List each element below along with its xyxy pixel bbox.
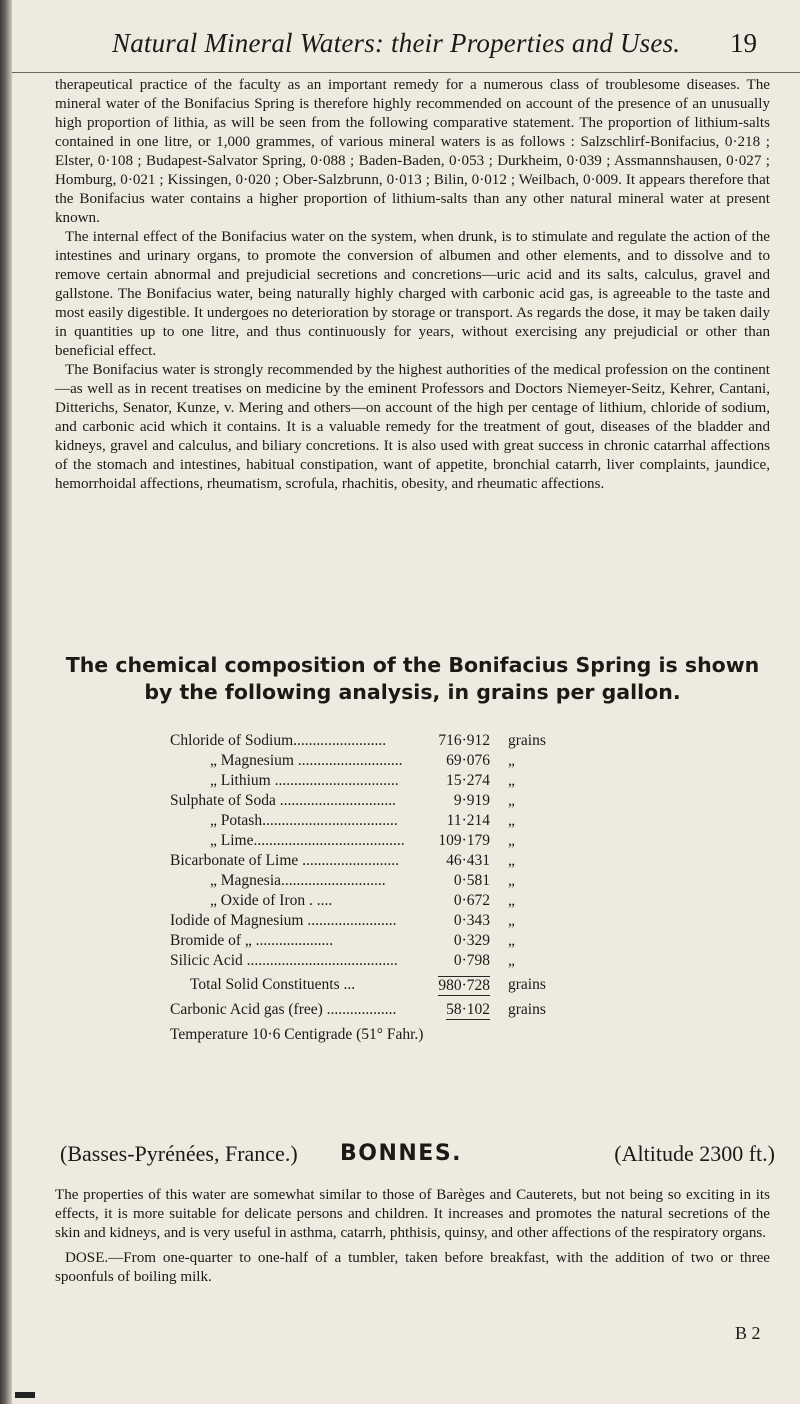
total-row <box>170 976 570 996</box>
analysis-row <box>170 772 570 792</box>
analysis-row <box>170 892 570 912</box>
total-label: Total Solid Constituents ... <box>190 976 356 993</box>
ingredient-name: Bicarbonate of Lime ......................... <box>170 852 400 869</box>
ingredient-value: 109·179 <box>438 832 490 849</box>
analysis-row <box>170 792 570 812</box>
ingredient-value: 716·912 <box>438 732 490 749</box>
carbonic-unit: grains <box>508 1001 546 1018</box>
bonnes-dose: DOSE.—From one-quarter to one-half of a tumbler, taken before breakfast, with the addition of two or three spoonfuls of boiling milk. <box>55 1250 770 1285</box>
intro-paragraph: The Bonifacius water is strongly recommended by the highest authorities of the medical profession on the continent—as well as in recent treatises on medicine by the eminent Professors and Doctors Niemeyer-Seitz, Kehrer, Cantani, Ditterichs, Senator, Kunze, v. Mering and others—on account of the high per centage of lithium, chloride of sodium, and carbonic acid which it contains. It is a valuable remedy for the treatment of gout, diseases of the bladder and kidneys, gravel and calculus, and biliary concretions. It is also used with great success in chronic catarrhal affections of the stomach and intestines, habitual constipation, want of appetite, bronchial catarrh, liver complaints, jaundice, hemorrhoidal affections, rheumatism, scrofula, rhachitis, obesity, and rheumatic affections. <box>55 362 770 492</box>
ingredient-unit: „ <box>508 932 515 949</box>
ingredient-value: 15·274 <box>446 772 490 789</box>
bonnes-text <box>55 1186 770 1287</box>
ingredient-value: 0·581 <box>453 872 490 889</box>
ingredient-value: 0·329 <box>453 932 490 949</box>
intro-text <box>55 76 770 494</box>
ingredient-value: 9·919 <box>453 792 490 809</box>
total-unit: grains <box>508 976 546 993</box>
total-value: 980·728 <box>438 977 490 994</box>
temperature-text: Temperature 10·6 Centigrade (51° Fahr.) <box>170 1026 424 1043</box>
bottom-edge-mark <box>15 1392 35 1398</box>
ingredient-name: „ Magnesia........................... <box>210 872 386 889</box>
ingredient-name: „ Magnesium ........................... <box>210 752 403 769</box>
analysis-heading: The chemical composition of the Bonifacius Spring is shown by the following analysis, in grains per gallon. <box>65 653 760 704</box>
analysis-table <box>170 732 570 1046</box>
ingredient-unit: „ <box>508 912 515 929</box>
ingredient-unit: „ <box>508 812 515 829</box>
ingredient-unit: „ <box>508 772 515 789</box>
page-binding-edge <box>0 0 12 1404</box>
ingredient-name: Silicic Acid ....................................... <box>170 952 398 969</box>
ingredient-name: „ Oxide of Iron . .... <box>210 892 333 909</box>
ingredient-value: 0·672 <box>453 892 490 909</box>
analysis-row <box>170 832 570 852</box>
ingredient-value: 69·076 <box>446 752 490 769</box>
bonnes-altitude: (Altitude 2300 ft.) <box>614 1141 775 1166</box>
bonnes-region: (Basses-Pyrénées, France.) <box>60 1141 298 1166</box>
ingredient-value: 0·343 <box>453 912 490 929</box>
bonnes-paragraph: The properties of this water are somewhat similar to those of Barèges and Cauterets, but not being so exciting in its effects, it is more suitable for delicate persons and children. It increases and promotes the natural secretions of the skin and kidneys, and is very useful in asthma, catarrh, phthisis, quinsy, and other affections of the respiratory organs. <box>55 1187 770 1241</box>
page-number: 19 <box>730 28 757 58</box>
analysis-row <box>170 912 570 932</box>
running-title: Natural Mineral Waters: their Properties and Uses. <box>112 28 681 58</box>
ingredient-unit: „ <box>508 892 515 909</box>
temperature-row <box>170 1026 570 1046</box>
intro-paragraph: therapeutical practice of the faculty as an important remedy for a numerous class of troublesome diseases. The mineral water of the Bonifacius Spring is therefore highly recommended on account of the presence of an unusually high proportion of lithia, as will be seen from the following comparative statement. The proportion of lithium-salts contained in one litre, or 1,000 grammes, of various mineral waters is as follows : Salzschlirf-Bonifacius, 0·218 ; Elster, 0·108 ; Budapest-Salvator Spring, 0·088 ; Baden-Baden, 0·053 ; Durkheim, 0·039 ; Assmannshausen, 0·027 ; Homburg, 0·021 ; Kissingen, 0·020 ; Ober-Salzbrunn, 0·013 ; Bilin, 0·012 ; Weilbach, 0·009. It appears therefore that the Bonifacius water contains a higher proportion of lithium-salts than any other natural mineral water at present known. <box>55 77 770 226</box>
analysis-row <box>170 952 570 972</box>
carbonic-label: Carbonic Acid gas (free) .................. <box>170 1001 397 1018</box>
carbonic-row <box>170 1001 570 1021</box>
analysis-row <box>170 852 570 872</box>
ingredient-name: Bromide of „ .................... <box>170 932 334 949</box>
ingredient-name: Chloride of Sodium........................ <box>170 732 387 749</box>
analysis-row <box>170 732 570 752</box>
ingredient-name: „ Lime....................................... <box>210 832 405 849</box>
ingredient-unit: „ <box>508 752 515 769</box>
ingredient-value: 46·431 <box>446 852 490 869</box>
header-rule <box>12 72 800 73</box>
ingredient-unit: „ <box>508 952 515 969</box>
analysis-row <box>170 872 570 892</box>
ingredient-unit: „ <box>508 792 515 809</box>
carbonic-value: 58·102 <box>446 1001 490 1018</box>
bonnes-heading <box>60 1141 775 1171</box>
ingredient-unit: „ <box>508 832 515 849</box>
ingredient-unit: „ <box>508 852 515 869</box>
ingredient-unit: grains <box>508 732 546 749</box>
ingredient-name: Iodide of Magnesium ....................... <box>170 912 397 929</box>
ingredient-name: „ Lithium ................................ <box>210 772 399 789</box>
ingredient-name: „ Potash................................... <box>210 812 398 829</box>
analysis-row <box>170 932 570 952</box>
intro-paragraph: The internal effect of the Bonifacius water on the system, when drunk, is to stimulate and regulate the action of the intestines and urinary organs, to promote the conversion of albumen and other elements, and to dissolve and to remove certain abnormal and prejudicial secretions and concretions—uric acid and its salts, calculus, gravel and gallstone. The Bonifacius water, being naturally highly charged with carbonic acid gas, is agreeable to the taste and most easily digestible. It undergoes no deterioration by storage or transport. As regards the dose, it may be taken daily in quantities up to one litre, and thus continuously for years, without exercising any prejudicial or other than beneficial effect. <box>55 229 770 359</box>
analysis-row <box>170 812 570 832</box>
ingredient-unit: „ <box>508 872 515 889</box>
ingredient-value: 0·798 <box>453 952 490 969</box>
ingredient-value: 11·214 <box>446 812 490 829</box>
signature-mark: B 2 <box>735 1323 761 1343</box>
bonnes-title: BONNES. <box>340 1141 463 1166</box>
ingredient-name: Sulphate of Soda .............................. <box>170 792 397 809</box>
analysis-row <box>170 752 570 772</box>
